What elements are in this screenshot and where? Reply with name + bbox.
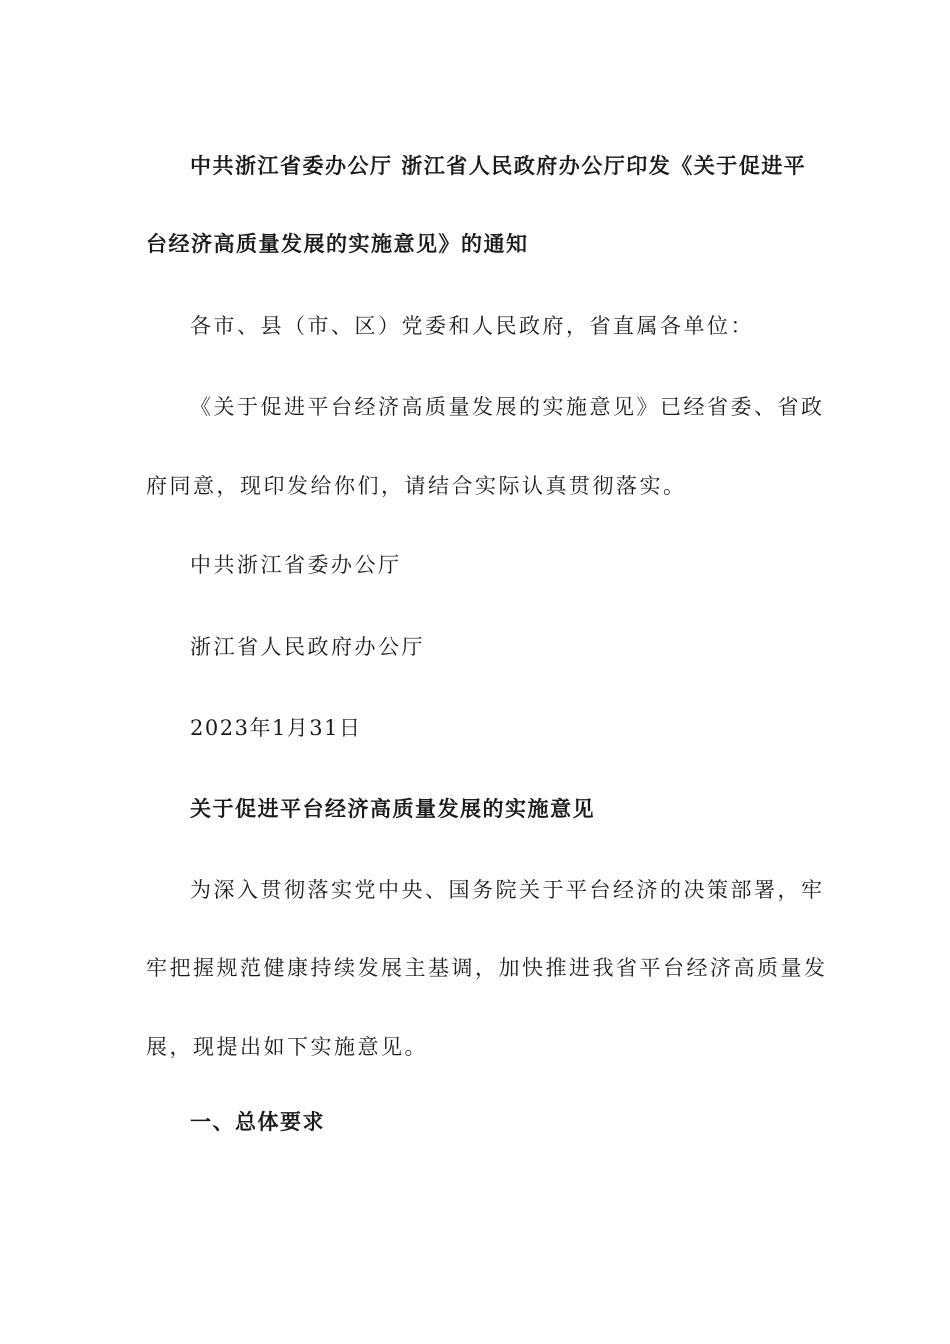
notice-text-line-1: 《关于促进平台经济高质量发展的实施意见》已经省委、省政 <box>190 395 825 419</box>
heading-general-requirements: 一、总体要求 <box>190 1110 325 1134</box>
issuer-government-office: 浙江省人民政府办公厅 <box>190 635 425 659</box>
salutation: 各市、县（市、区）党委和人民政府，省直属各单位： <box>190 314 754 338</box>
notice-title-line-1: 中共浙江省委办公厅 浙江省人民政府办公厅印发《关于促进平 <box>190 154 807 178</box>
intro-line-1: 为深入贯彻落实党中央、国务院关于平台经济的决策部署，牢 <box>190 878 825 902</box>
issue-date: 2023年1月31日 <box>190 716 362 740</box>
intro-line-2: 牢把握规范健康持续发展主基调，加快推进我省平台经济高质量发 <box>146 956 828 980</box>
notice-title-line-2: 台经济高质量发展的实施意见》的通知 <box>146 232 529 256</box>
notice-text-line-2: 府同意，现印发给你们，请结合实际认真贯彻落实。 <box>146 474 687 498</box>
issuer-party-office: 中共浙江省委办公厅 <box>190 553 402 577</box>
intro-line-3: 展，现提出如下实施意见。 <box>146 1035 428 1059</box>
section-title: 关于促进平台经济高质量发展的实施意见 <box>190 797 595 821</box>
